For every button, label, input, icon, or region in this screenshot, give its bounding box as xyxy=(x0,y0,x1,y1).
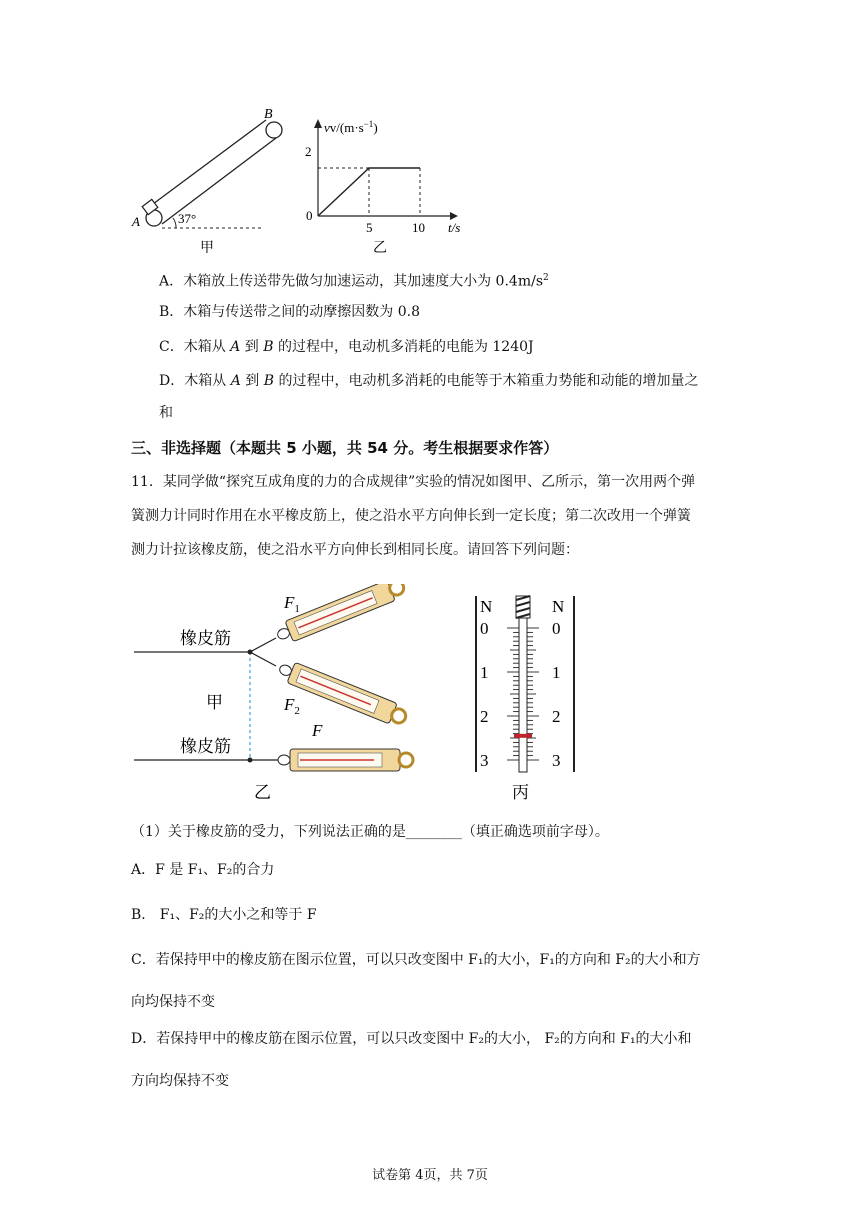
vt-plot xyxy=(318,168,420,216)
q10-option-a xyxy=(159,268,549,292)
force-f2-label xyxy=(283,695,300,717)
angle-label: 37° xyxy=(178,211,197,226)
scale-label-right: 0 xyxy=(552,619,561,638)
spring-balance-f xyxy=(278,749,413,771)
q10-c-mid: 到 xyxy=(240,339,264,355)
scale-label-left: 3 xyxy=(480,751,489,770)
sub1-option-c-1: C．若保持甲中的橡皮筋在图示位置，可以只改变图中 F₁的大小，F₁的方向和 F₂的大小和方 xyxy=(131,952,701,968)
q10-option-d-cont: 和 xyxy=(159,405,173,421)
spring-balance-f2 xyxy=(276,658,409,729)
q10-d-suffix: 的过程中，电动机多消耗的电能等于木箱重力势能和动能的增加量之 xyxy=(274,373,699,389)
unit-left: N xyxy=(480,597,493,616)
q10-c-suffix: 的过程中，电动机多消耗的电能为 1240J xyxy=(273,339,534,355)
sub1-option-a: A．F 是 F₁、F₂的合力 xyxy=(131,862,275,878)
page-footer: 试卷第 4页，共 7页 xyxy=(372,1168,488,1183)
caption-jia: 甲 xyxy=(200,241,214,256)
f1-sub: 1 xyxy=(294,603,300,615)
v-axis-close: ) xyxy=(373,120,378,135)
sub1-option-d-1: D．若保持甲中的橡皮筋在图示位置，可以只改变图中 F₂的大小， F₂的方向和 F₁的大小和 xyxy=(131,1031,692,1047)
q10-a-sup: 2 xyxy=(543,273,549,283)
sub1-stem: （1）关于橡皮筋的受力，下列说法正确的是________（填正确选项前字母）。 xyxy=(131,824,609,840)
label-B: B xyxy=(264,107,273,122)
caption-bing: 丙 xyxy=(512,783,529,802)
q10-d-b: B xyxy=(263,373,275,389)
q10-c-prefix: C．木箱从 xyxy=(159,339,231,355)
v-axis-unit: v/(m·s xyxy=(329,120,364,135)
origin-label: 0 xyxy=(306,208,313,223)
sub1-option-b: B． F₁、F₂的大小之和等于 F xyxy=(131,907,317,923)
figure-conveyor-vt xyxy=(128,100,468,260)
v-axis-sup: −1 xyxy=(363,119,374,129)
caption-yi-2: 乙 xyxy=(254,783,271,802)
scale-label-right: 1 xyxy=(552,663,561,682)
q10-c-a: A xyxy=(230,339,241,355)
t-axis-label xyxy=(448,220,460,235)
caption-yi: 乙 xyxy=(373,241,387,256)
figure-spring-balances xyxy=(128,584,588,806)
q10-c-b: B xyxy=(263,339,274,355)
tick-x-5: 5 xyxy=(366,220,373,235)
section-heading: 三、非选择题（本题共 5 小题，共 54 分。考生根据要求作答） xyxy=(131,439,559,457)
q10-d-prefix: D．木箱从 xyxy=(159,373,231,389)
scale-label-left: 1 xyxy=(480,663,489,682)
t-axis-text: t/s xyxy=(448,220,461,235)
q11-line-2: 簧测力计同时作用在水平橡皮筋上，使之沿水平方向伸长到一定长度；第二次改用一个弹簧 xyxy=(131,508,691,524)
unit-right: N xyxy=(552,597,565,616)
q10-option-c xyxy=(159,337,534,357)
rubber-label-1: 橡皮筋 xyxy=(180,629,231,648)
label-A: A xyxy=(132,214,140,229)
sub1-option-d-2: 方向均保持不变 xyxy=(131,1073,229,1089)
caption-jia-2: 甲 xyxy=(206,693,223,712)
q11-line-3: 测力计拉该橡皮筋，使之沿水平方向伸长到相同长度。请回答下列问题： xyxy=(131,542,579,558)
q11-line-1: 11．某同学做“探究互成角度的力的合成规律”实验的情况如图甲、乙所示，第一次用两个弹 xyxy=(131,474,696,490)
sub1-option-c-2: 向均保持不变 xyxy=(131,994,215,1010)
q10-d-mid: 到 xyxy=(240,373,264,389)
rubber-label-2: 橡皮筋 xyxy=(180,737,231,756)
q10-option-b xyxy=(159,302,420,322)
force-f1-label xyxy=(283,593,300,615)
tick-y-2: 2 xyxy=(305,144,312,159)
q10-d-a: A xyxy=(230,373,241,389)
force-f-label: F xyxy=(312,721,323,740)
q10-b-text: B．木箱与传送带之间的动摩擦因数为 0.8 xyxy=(159,304,421,320)
f1-letter: F xyxy=(284,593,295,612)
f2-letter: F xyxy=(284,695,295,714)
scale-label-left: 0 xyxy=(480,619,489,638)
f2-sub: 2 xyxy=(294,705,300,717)
scale-label-right: 2 xyxy=(552,707,561,726)
scale-label-left: 2 xyxy=(480,707,489,726)
tick-x-10: 10 xyxy=(412,220,425,235)
q10-option-d xyxy=(159,371,698,391)
scale-pointer xyxy=(514,734,532,738)
v-axis-label: $vv/(m\cdot s^{-1})$ xyxy=(324,119,378,135)
q10-a-text: A．木箱放上传送带先做匀加速运动，其加速度大小为 0.4m/s xyxy=(159,273,544,290)
conveyor-belt xyxy=(142,120,282,228)
scale-label-right: 3 xyxy=(552,751,561,770)
